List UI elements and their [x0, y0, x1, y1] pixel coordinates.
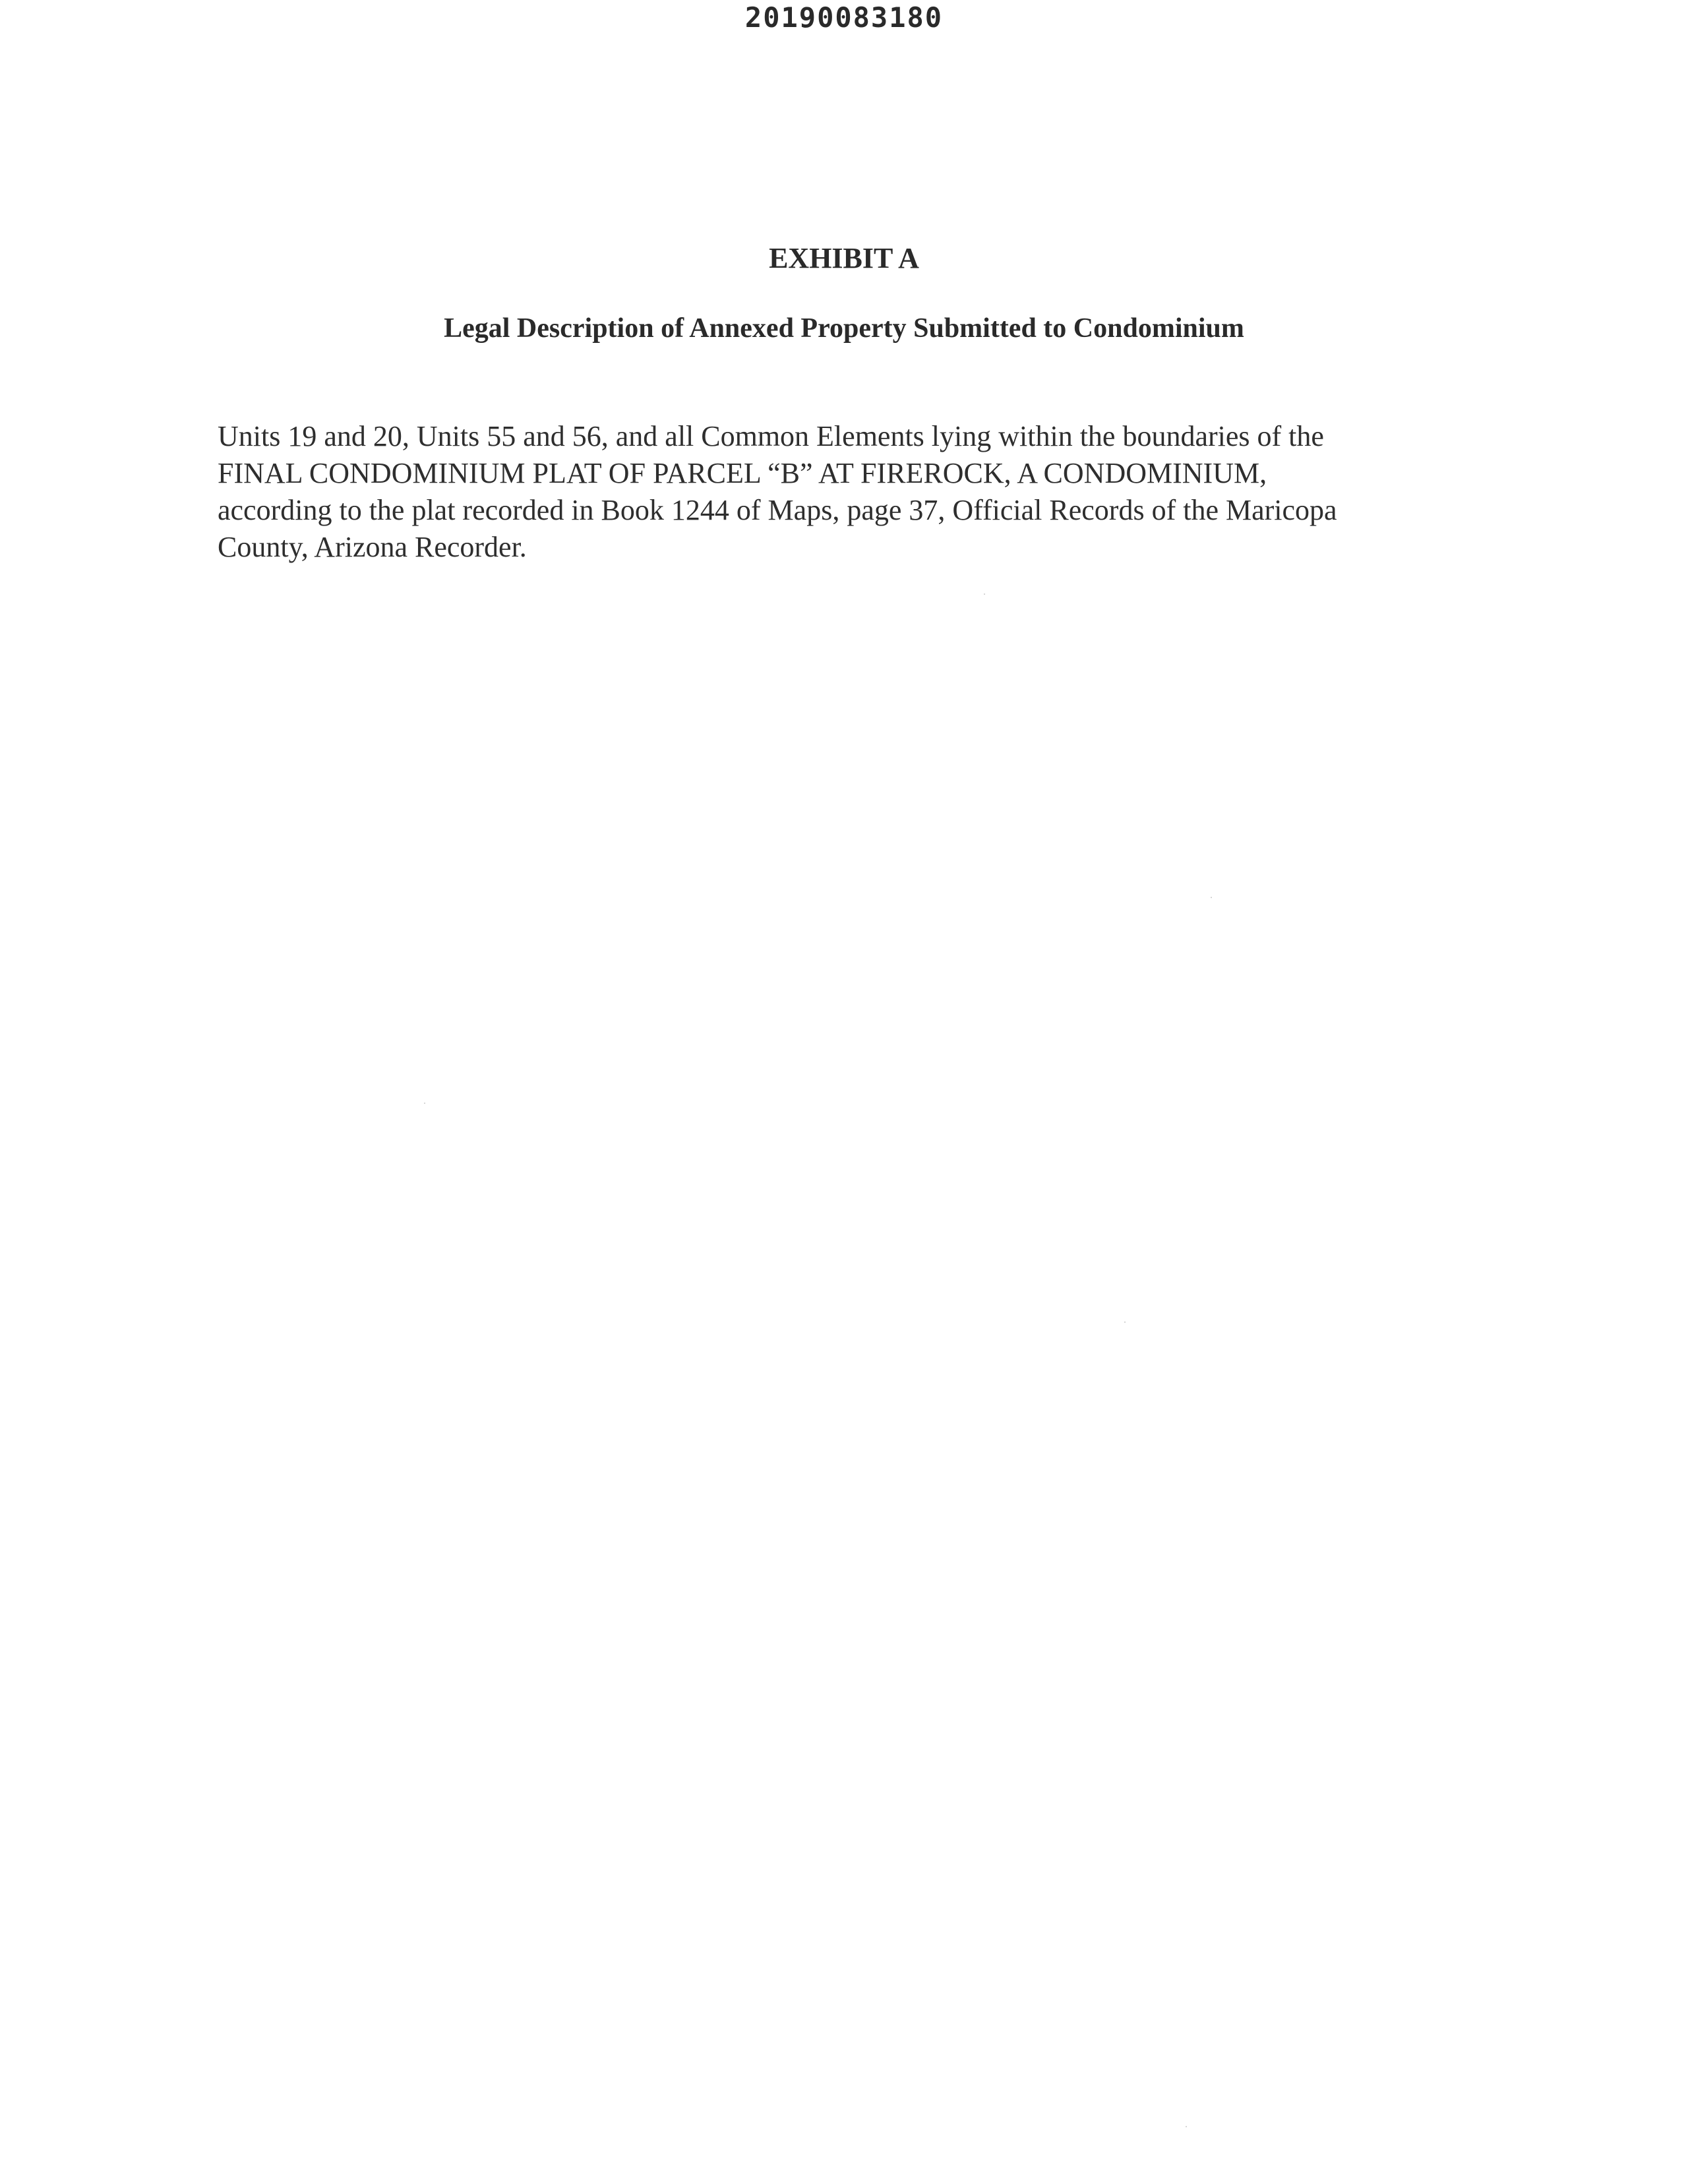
scan-speck: [424, 1103, 425, 1104]
scan-speck: [1186, 2126, 1187, 2127]
legal-description-line: County, Arizona Recorder.: [218, 531, 527, 563]
exhibit-title: EXHIBIT A: [769, 242, 919, 274]
exhibit-subtitle: Legal Description of Annexed Property Submitted to Condominium: [444, 313, 1244, 344]
legal-description-line: Units 19 and 20, Units 55 and 56, and all Common Elements lying within the boundaries of the: [218, 420, 1324, 452]
scan-speck: [984, 593, 985, 595]
legal-description-line: FINAL CONDOMINIUM PLAT OF PARCEL “B” AT FIREROCK, A CONDOMINIUM,: [218, 457, 1267, 489]
scan-speck: [1124, 1321, 1126, 1323]
recording-number: 20190083180: [744, 1, 944, 34]
legal-description-paragraph: [218, 418, 1457, 566]
scan-speck: [1211, 897, 1212, 898]
legal-description-line: according to the plat recorded in Book 1244 of Maps, page 37, Official Records of the Maricopa: [218, 494, 1337, 526]
